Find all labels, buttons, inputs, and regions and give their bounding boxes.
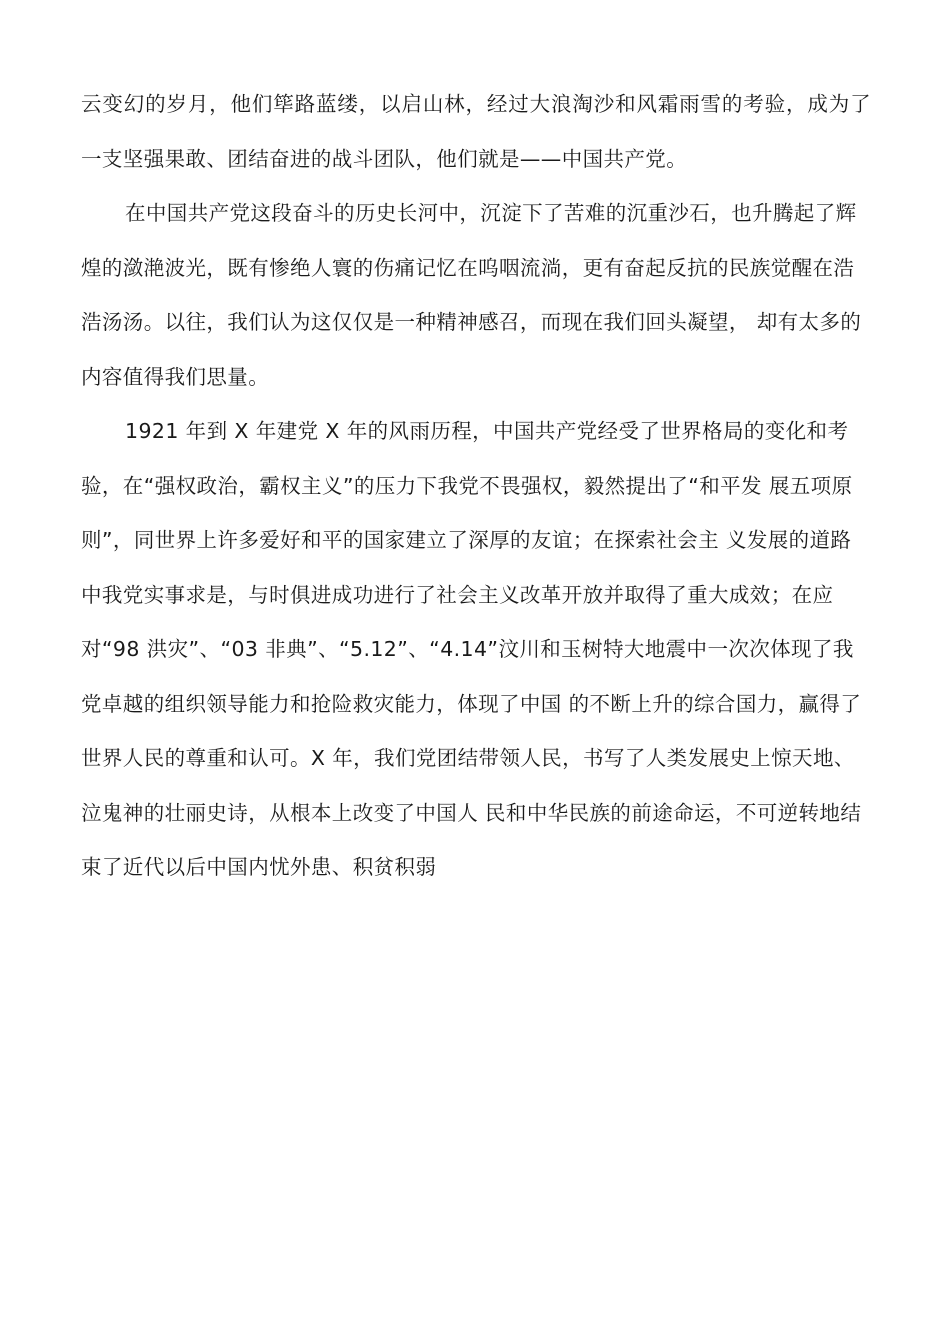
document-body <box>81 77 871 895</box>
paragraph-3: 1921 年到 X 年建党 X 年的风雨历程，中国共产党经受了世界格局的变化和考验，在“强权政治，霸权主义”的压力下我党不畏强权，毅然提出了“和平发 展五项原则”，同世界上许多爱好和平的国家建立了深厚的友谊；在探索社会主 义发展的道路中我党实事求是，与时俱进成功进行了社会主义改革开放并取得了重大成效；在应对“98 洪灾”、“03 非典”、“5.12”、“4.14”汶川和玉树特大地震中一次次体现了我党卓越的组织领导能力和抢险救灾能力，体现了中国 的不断上升的综合国力，赢得了世界人民的尊重和认可。X 年，我们党团结带领人民，书写了人类发展史上惊天地、泣鬼神的壮丽史诗，从根本上改变了中国人 民和中华民族的前途命运，不可逆转地结束了近代以后中国内忧外患、积贫积弱 <box>81 419 862 879</box>
paragraph-1: 云变幻的岁月，他们筚路蓝缕，以启山林，经过大浪淘沙和风霜雨雪的考验，成为了一支坚强果敢、团结奋进的战斗团队，他们就是——中国共产党。 <box>81 92 871 171</box>
paragraph-2: 在中国共产党这段奋斗的历史长河中，沉淀下了苦难的沉重沙石，也升腾起了辉煌的潋滟波光，既有惨绝人寰的伤痛记忆在呜咽流淌，更有奋起反抗的民族觉醒在浩浩汤汤。以往，我们认为这仅仅是一种精神感召，而现在我们回头凝望， 却有太多的内容值得我们思量。 <box>81 201 862 389</box>
